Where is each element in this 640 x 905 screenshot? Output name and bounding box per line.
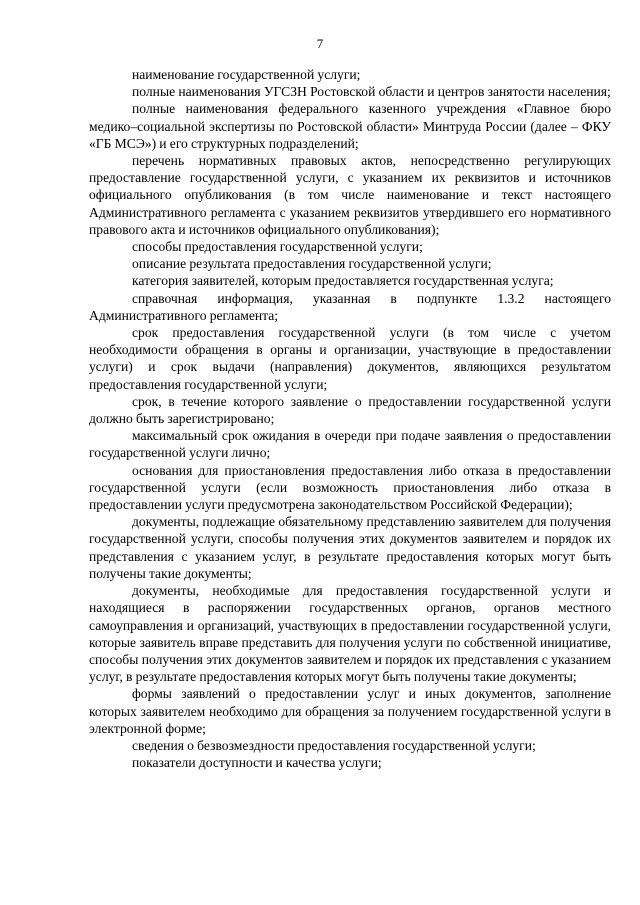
paragraph-service-name: наименование государственной услуги; [132, 67, 361, 82]
paragraph-provision-methods: способы предоставления государственной услуги; [132, 239, 423, 255]
paragraph-suspension-grounds: основания для приостановления предоставления либо отказа в предоставлении государственной услуги (если возможность приостановления либо отказа в предоставлении услуги предусмотрена законодательством Российской Федерации); [89, 462, 611, 513]
paragraph-mandatory-documents: документы, подлежащие обязательному представлению заявителем для получения государственной услуги, способы получения этих документов заявителем и порядок их представления с указанием услуг, в результате предоставления которых могут быть получены такие документы; [89, 514, 611, 581]
paragraph-optional-documents: документы, необходимые для предоставления государственной услуги и находящиеся в распоряжении государственных органов, органов местного самоуправления и организаций, участвующих в предоставлении государственной услуги, которые заявитель вправе представить для получения услуги по собственной инициативе, способы получения этих документов заявителем и порядок их представления с указанием услуг, в результате предоставления которых могут быть получены такие документы; [89, 583, 611, 685]
paragraph-reference-info: справочная информация, указанная в подпункте 1.3.2 настоящего Административного регламента; [89, 290, 611, 323]
paragraph-legal-acts: перечень нормативных правовых актов, непосредственно регулирующих предоставление государственной услуги, с указанием их реквизитов и источников официального опубликования (в том числе наименование и текст настоящего Административного регламента с указанием реквизитов утвердившего его нормативного правового акта и источников официального опубликования); [89, 153, 611, 237]
page-number: 7 [316, 36, 324, 51]
paragraph-registration-term: срок, в течение которого заявление о предоставлении государственной услуги должно быть зарегистрировано; [89, 393, 611, 427]
paragraph-result-description: описание результата предоставления государственной услуги; [132, 256, 492, 272]
paragraph-applicant-category: категория заявителей, которым предоставляется государственная услуга; [132, 273, 554, 289]
paragraph-application-forms: формы заявлений о предоставлении услуг и иных документов, заполнение которых заявителем необходимо для обращения за получением государственной услуги в электронной форме; [89, 686, 611, 736]
paragraph-ugszn-names: полные наименования УГСЗН Ростовской области и центров занятости населения; [132, 84, 611, 100]
document-body [89, 66, 611, 771]
paragraph-service-term: срок предоставления государственной услуги (в том числе с учетом необходимости обращения в органы и организации, участвующие в предоставлении услуги) и срок выдачи (направления) документов, являющихся результатом предоставления государственной услуги; [89, 325, 611, 392]
paragraph-free-of-charge: сведения о безвозмездности предоставления государственной услуги; [132, 737, 536, 753]
paragraph-quality-indicators: показатели доступности и качества услуги; [132, 755, 382, 771]
paragraph-fku-names: полные наименования федерального казенного учреждения «Главное бюро медико–социальной экспертизы по Ростовской области» Минтруда России (далее – ФКУ «ГБ МСЭ») и его структурных подразделений; [89, 101, 611, 151]
paragraph-queue-time: максимальный срок ожидания в очереди при подаче заявления о предоставлении государственной услуги лично; [89, 428, 611, 461]
